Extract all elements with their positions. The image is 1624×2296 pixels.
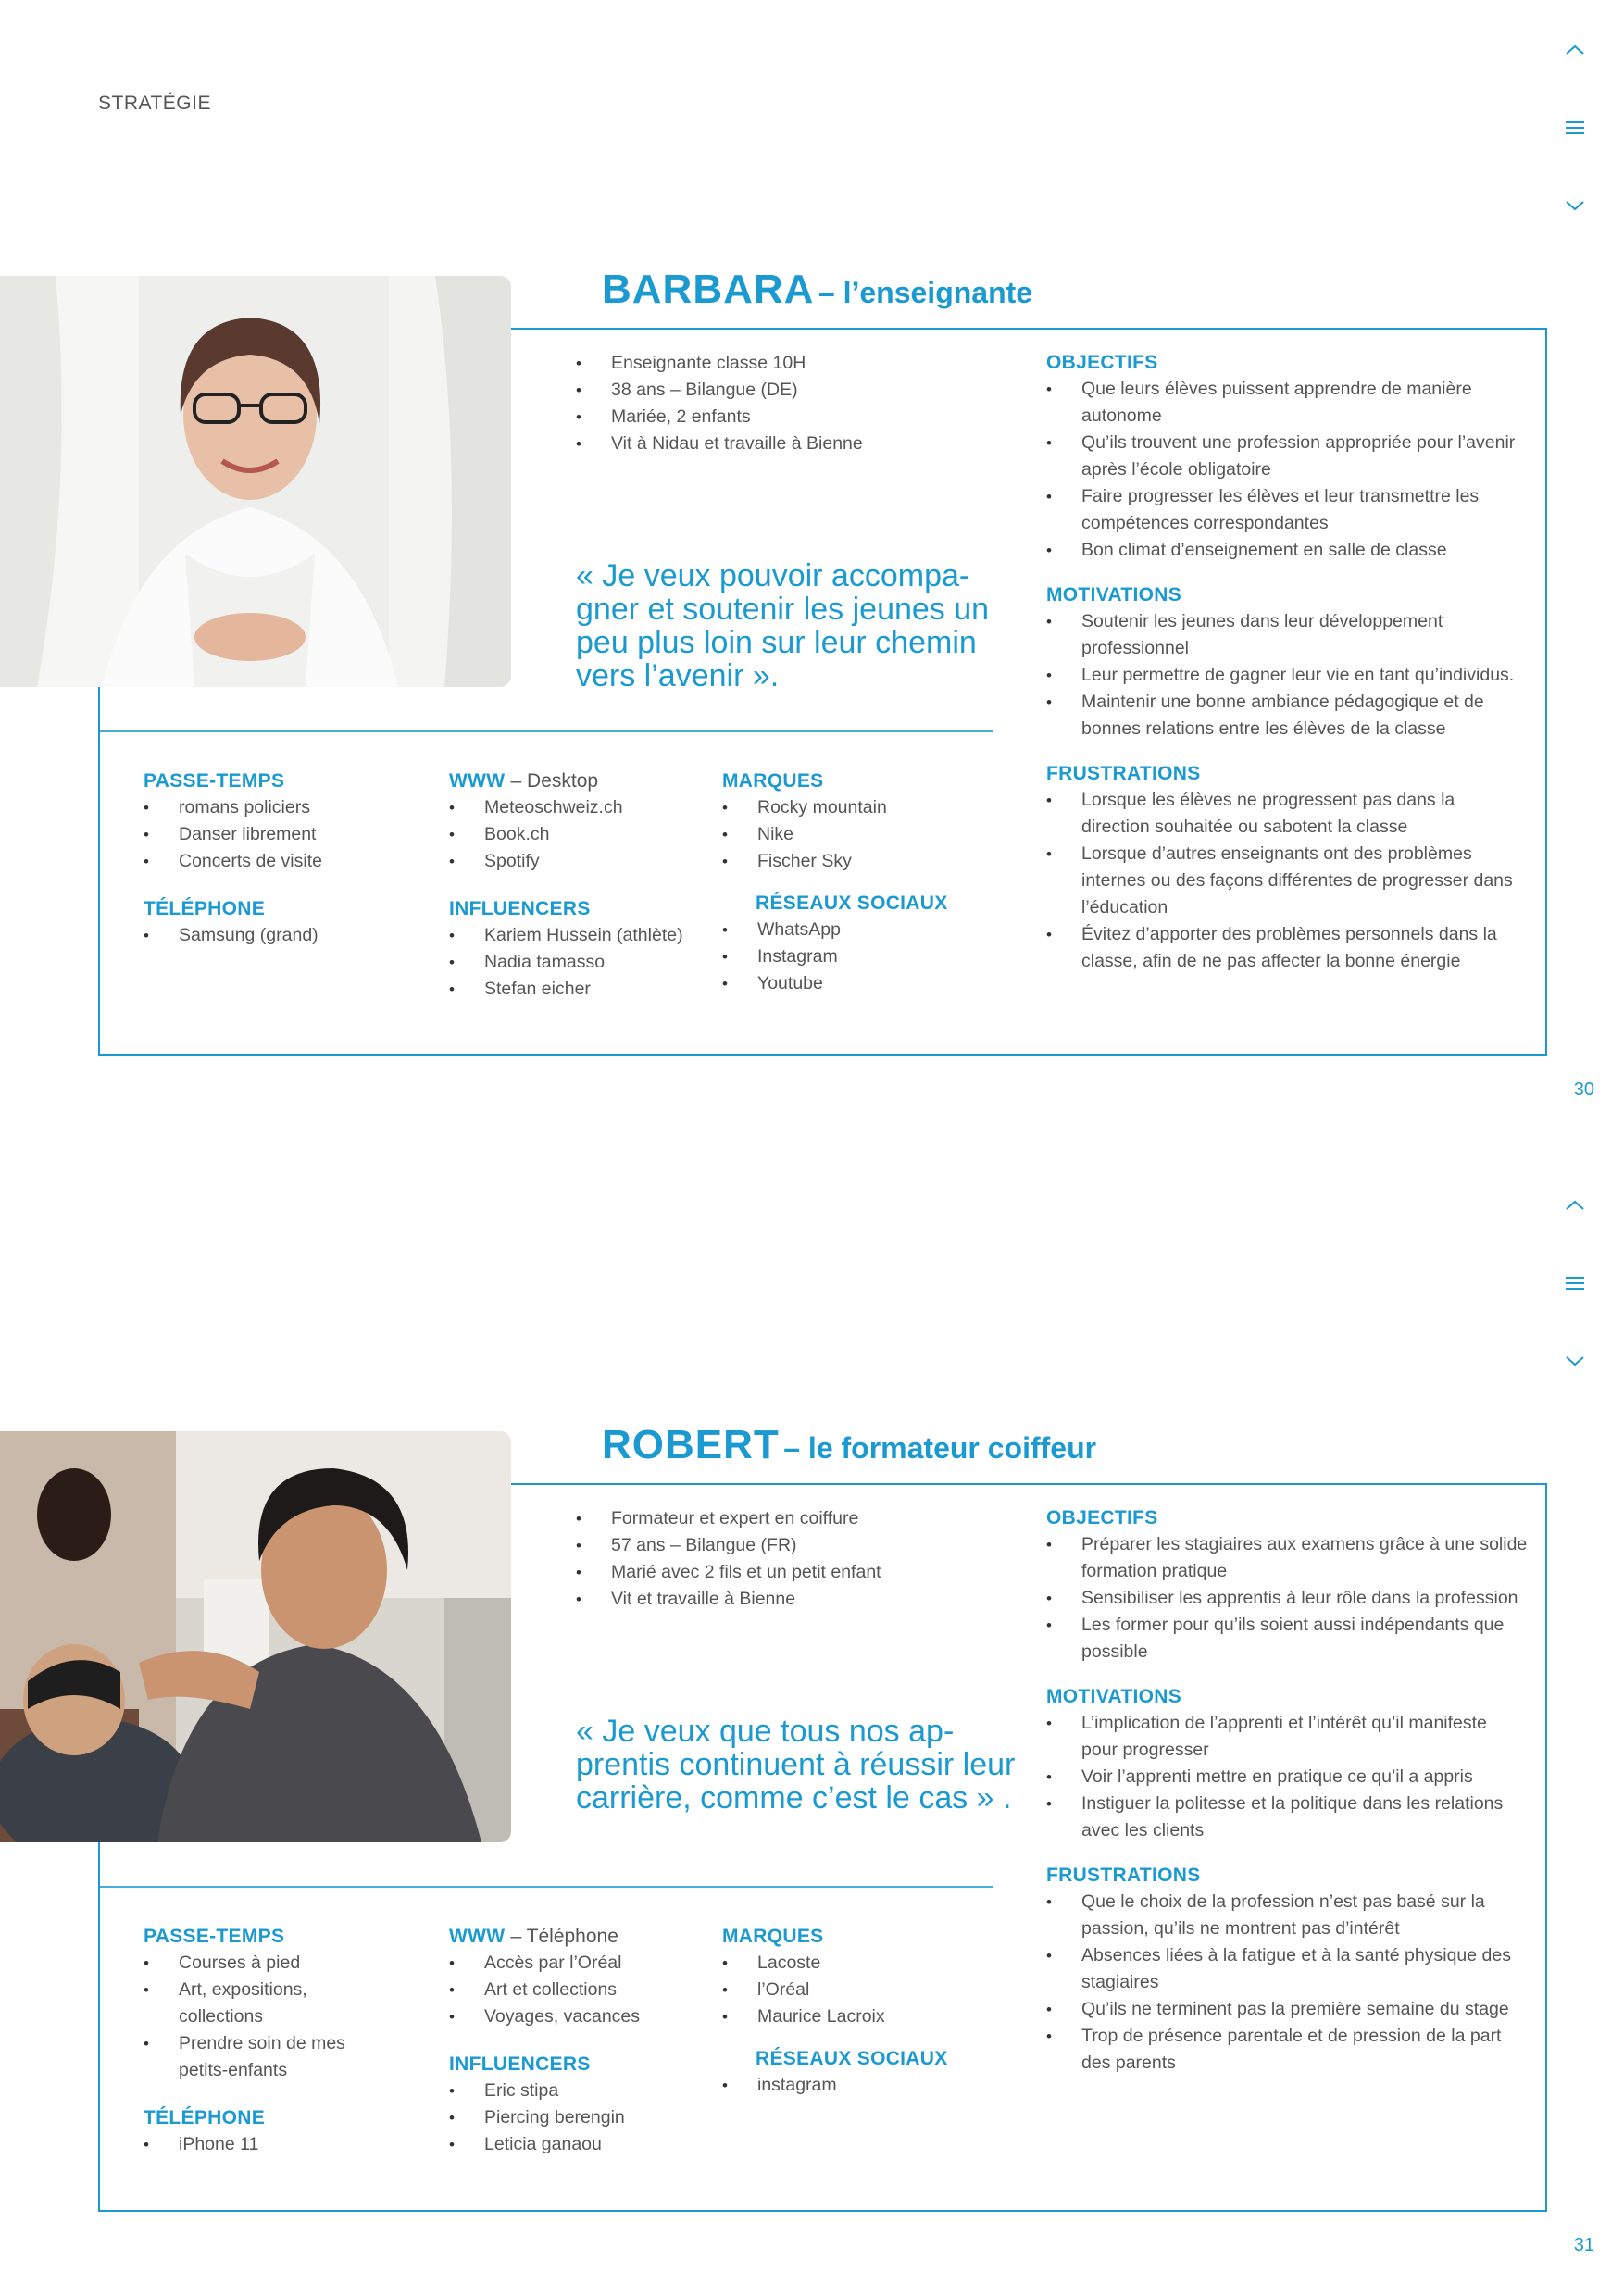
www-label: WWW: [449, 770, 506, 792]
persona-title: [602, 1422, 1096, 1468]
list-item: • Sensibiliser les apprentis à leur rôle dans la profession: [1046, 1585, 1528, 1612]
divider: [98, 730, 993, 732]
list-item: • WhatsApp: [722, 917, 981, 943]
list-item: • 38 ans – Bilangue (DE): [576, 377, 1020, 404]
page-number: 30: [1573, 1079, 1594, 1100]
list-item: • Samsung (grand): [144, 922, 421, 949]
influencers-list: [449, 2078, 718, 2158]
www-list: [449, 1950, 718, 2030]
list-item: • Formateur et expert en coiffure: [576, 1505, 1020, 1532]
list-item: • Art, expositions, collections: [144, 1977, 384, 2030]
list-item: • Qu’ils ne terminent pas la première semaine du stage: [1046, 1996, 1528, 2023]
marques-block: [722, 1926, 981, 2099]
list-item: • Vit et travaille à Bienne: [576, 1586, 1020, 1613]
box-bottom-border: [98, 2210, 1547, 2212]
persona-title: [602, 267, 1032, 313]
persona-quote: « Je veux pouvoir accompa-gner et soutenir les jeunes un peu plus loin sur leur chemin vers l’avenir ».: [576, 558, 990, 693]
reseaux-title: RÉSEAUX SOCIAUX: [756, 2048, 948, 2069]
objectifs-title: OBJECTIFS: [1046, 1507, 1158, 1529]
marques-list: [722, 1950, 981, 2030]
reseaux-title: RÉSEAUX SOCIAUX: [756, 892, 948, 914]
divider: [98, 1886, 993, 1888]
marques-title: MARQUES: [722, 1926, 824, 1947]
list-item: • Les former pour qu’ils soient aussi indépendants que possible: [1046, 1612, 1528, 1666]
list-item: • Bon climat d’enseignement en salle de classe: [1046, 537, 1528, 564]
telephone-title: TÉLÉPHONE: [144, 898, 266, 919]
list-item: • Évitez d’apporter des problèmes personnels dans la classe, afin de ne pas affecter la bonne énergie: [1046, 921, 1528, 975]
list-item: • iPhone 11: [144, 2131, 384, 2158]
list-item: • Absences liées à la fatigue et à la santé physique des stagiaires: [1046, 1942, 1528, 1996]
chevron-down-icon[interactable]: [1555, 193, 1594, 218]
www-subtitle: – Téléphone: [510, 1926, 618, 1947]
telephone-list: [144, 922, 421, 949]
list-item: • Nadia tamasso: [449, 949, 718, 976]
persona-facts: [576, 350, 1020, 457]
list-item: • Fischer Sky: [722, 848, 981, 875]
marques-list: [722, 794, 981, 875]
passe-temps-block: [144, 770, 421, 949]
list-item: • Accès par l’Oréal: [449, 1950, 718, 1977]
list-item: • Lorsque d’autres enseignants ont des problèmes internes ou des façons différentes de progresser dans l’éducation: [1046, 841, 1528, 921]
section-label: STRATÉGIE: [98, 93, 211, 114]
list-item: • Book.ch: [449, 821, 718, 848]
list-item: • Vit à Nidau et travaille à Bienne: [576, 430, 1020, 457]
list-item: • Trop de présence parentale et de pression de la part des parents: [1046, 2023, 1528, 2077]
list-item: • Leticia ganaou: [449, 2131, 718, 2158]
www-title: [449, 1926, 718, 1948]
chevron-down-icon[interactable]: [1555, 1348, 1594, 1374]
list-item: • Art et collections: [449, 1977, 718, 2003]
persona-photo-barbara: [0, 276, 511, 687]
menu-icon[interactable]: [1555, 1270, 1594, 1296]
motivations-list: [1046, 1710, 1528, 1844]
box-bottom-border: [98, 1054, 1547, 1056]
www-label: WWW: [449, 1926, 506, 1947]
passe-temps-block: [144, 1926, 384, 2158]
list-item: • 57 ans – Bilangue (FR): [576, 1532, 1020, 1559]
chevron-up-icon[interactable]: [1555, 37, 1594, 63]
menu-icon[interactable]: [1555, 115, 1594, 141]
www-block: [449, 770, 718, 1003]
list-item: • Prendre soin de mes petits-enfants: [144, 2030, 384, 2084]
www-title: [449, 770, 718, 792]
objectifs-title: OBJECTIFS: [1046, 352, 1158, 373]
motivations-title: MOTIVATIONS: [1046, 1686, 1182, 1707]
reseaux-list: [722, 2072, 981, 2099]
frustrations-list: [1046, 1889, 1528, 2077]
list-item: • Kariem Hussein (athlète): [449, 922, 718, 949]
list-item: • Youtube: [722, 970, 981, 997]
persona-role: – le formateur coiffeur: [783, 1431, 1097, 1465]
list-item: • L’implication de l’apprenti et l’intérêt qu’il manifeste pour progresser: [1046, 1710, 1528, 1764]
list-item: • Maurice Lacroix: [722, 2003, 981, 2030]
list-item: • Qu’ils trouvent une profession appropriée pour l’avenir après l’école obligatoire: [1046, 430, 1528, 483]
list-item: • Que leurs élèves puissent apprendre de manière autonome: [1046, 376, 1528, 430]
box-left-border: [98, 687, 100, 1055]
list-item: • Stefan eicher: [449, 976, 718, 1003]
list-item: • Concerts de visite: [144, 848, 421, 875]
persona-role: – l’enseignante: [818, 276, 1033, 309]
list-item: • Faire progresser les élèves et leur transmettre les compétences correspondantes: [1046, 483, 1528, 537]
list-item: • Soutenir les jeunes dans leur développement professionnel: [1046, 608, 1528, 662]
passe-temps-title: PASSE-TEMPS: [144, 770, 285, 792]
telephone-list: [144, 2131, 384, 2158]
frustrations-list: [1046, 787, 1528, 975]
list-item: • Instiguer la politesse et la politique dans les relations avec les clients: [1046, 1791, 1528, 1844]
list-item: • Voir l’apprenti mettre en pratique ce qu’il a appris: [1046, 1764, 1528, 1791]
list-item: • Maintenir une bonne ambiance pédagogique et de bonnes relations entre les élèves de la classe: [1046, 689, 1528, 742]
persona-name: BARBARA: [602, 267, 815, 312]
list-item: • Lorsque les élèves ne progressent pas dans la direction souhaitée ou sabotent la classe: [1046, 787, 1528, 841]
persona-photo-robert: [0, 1431, 511, 1842]
box-top-border: [511, 328, 1546, 330]
box-top-border: [511, 1483, 1546, 1485]
passe-temps-title: PASSE-TEMPS: [144, 1926, 285, 1947]
www-list: [449, 794, 718, 875]
list-item: • Préparer les stagiaires aux examens grâce à une solide formation pratique: [1046, 1531, 1528, 1585]
list-item: • Marié avec 2 fils et un petit enfant: [576, 1559, 1020, 1586]
reseaux-list: [722, 917, 981, 997]
www-block: [449, 1926, 718, 2158]
box-right-border: [1545, 328, 1547, 1055]
objectifs-list: [1046, 1531, 1528, 1666]
list-item: • Instagram: [722, 943, 981, 970]
right-column: [1046, 1507, 1528, 2077]
list-item: • Voyages, vacances: [449, 2003, 718, 2030]
page-nav: [1555, 1192, 1594, 1374]
objectifs-list: [1046, 376, 1528, 564]
list-item: • instagram: [722, 2072, 981, 2099]
marques-block: [722, 770, 981, 997]
page-number: 31: [1573, 2235, 1594, 2255]
list-item: • l’Oréal: [722, 1977, 981, 2003]
list-item: • Danser librement: [144, 821, 421, 848]
list-item: • romans policiers: [144, 794, 421, 821]
frustrations-title: FRUSTRATIONS: [1046, 763, 1201, 784]
right-column: [1046, 352, 1528, 975]
list-item: • Nike: [722, 821, 981, 848]
box-right-border: [1545, 1483, 1547, 2211]
persona-name: ROBERT: [602, 1422, 780, 1467]
persona-quote: « Je veux que tous nos ap-prentis continuent à réussir leur carrière, comme c’est le cas » .: [576, 1714, 1016, 1816]
list-item: • Rocky mountain: [722, 794, 981, 821]
list-item: • Meteoschweiz.ch: [449, 794, 718, 821]
list-item: • Leur permettre de gagner leur vie en tant qu’individus.: [1046, 662, 1528, 689]
list-item: • Spotify: [449, 848, 718, 875]
list-item: • Piercing berengin: [449, 2104, 718, 2131]
marques-title: MARQUES: [722, 770, 824, 792]
list-item: • Mariée, 2 enfants: [576, 404, 1020, 430]
list-item: • Eric stipa: [449, 2078, 718, 2104]
influencers-list: [449, 922, 718, 1003]
telephone-title: TÉLÉPHONE: [144, 2107, 266, 2128]
list-item: • Lacoste: [722, 1950, 981, 1977]
passe-temps-list: [144, 1950, 384, 2084]
chevron-up-icon[interactable]: [1555, 1192, 1594, 1218]
box-left-border: [98, 1842, 100, 2211]
motivations-list: [1046, 608, 1528, 742]
persona-facts: [576, 1505, 1020, 1613]
www-subtitle: – Desktop: [510, 770, 599, 792]
list-item: • Courses à pied: [144, 1950, 384, 1977]
frustrations-title: FRUSTRATIONS: [1046, 1865, 1201, 1886]
motivations-title: MOTIVATIONS: [1046, 584, 1182, 605]
influencers-title: INFLUENCERS: [449, 898, 591, 919]
list-item: • Que le choix de la profession n’est pas basé sur la passion, qu’ils ne montrent pas d’intérêt: [1046, 1889, 1528, 1942]
page-nav: [1555, 37, 1594, 218]
list-item: • Enseignante classe 10H: [576, 350, 1020, 377]
influencers-title: INFLUENCERS: [449, 2053, 591, 2075]
passe-temps-list: [144, 794, 421, 875]
